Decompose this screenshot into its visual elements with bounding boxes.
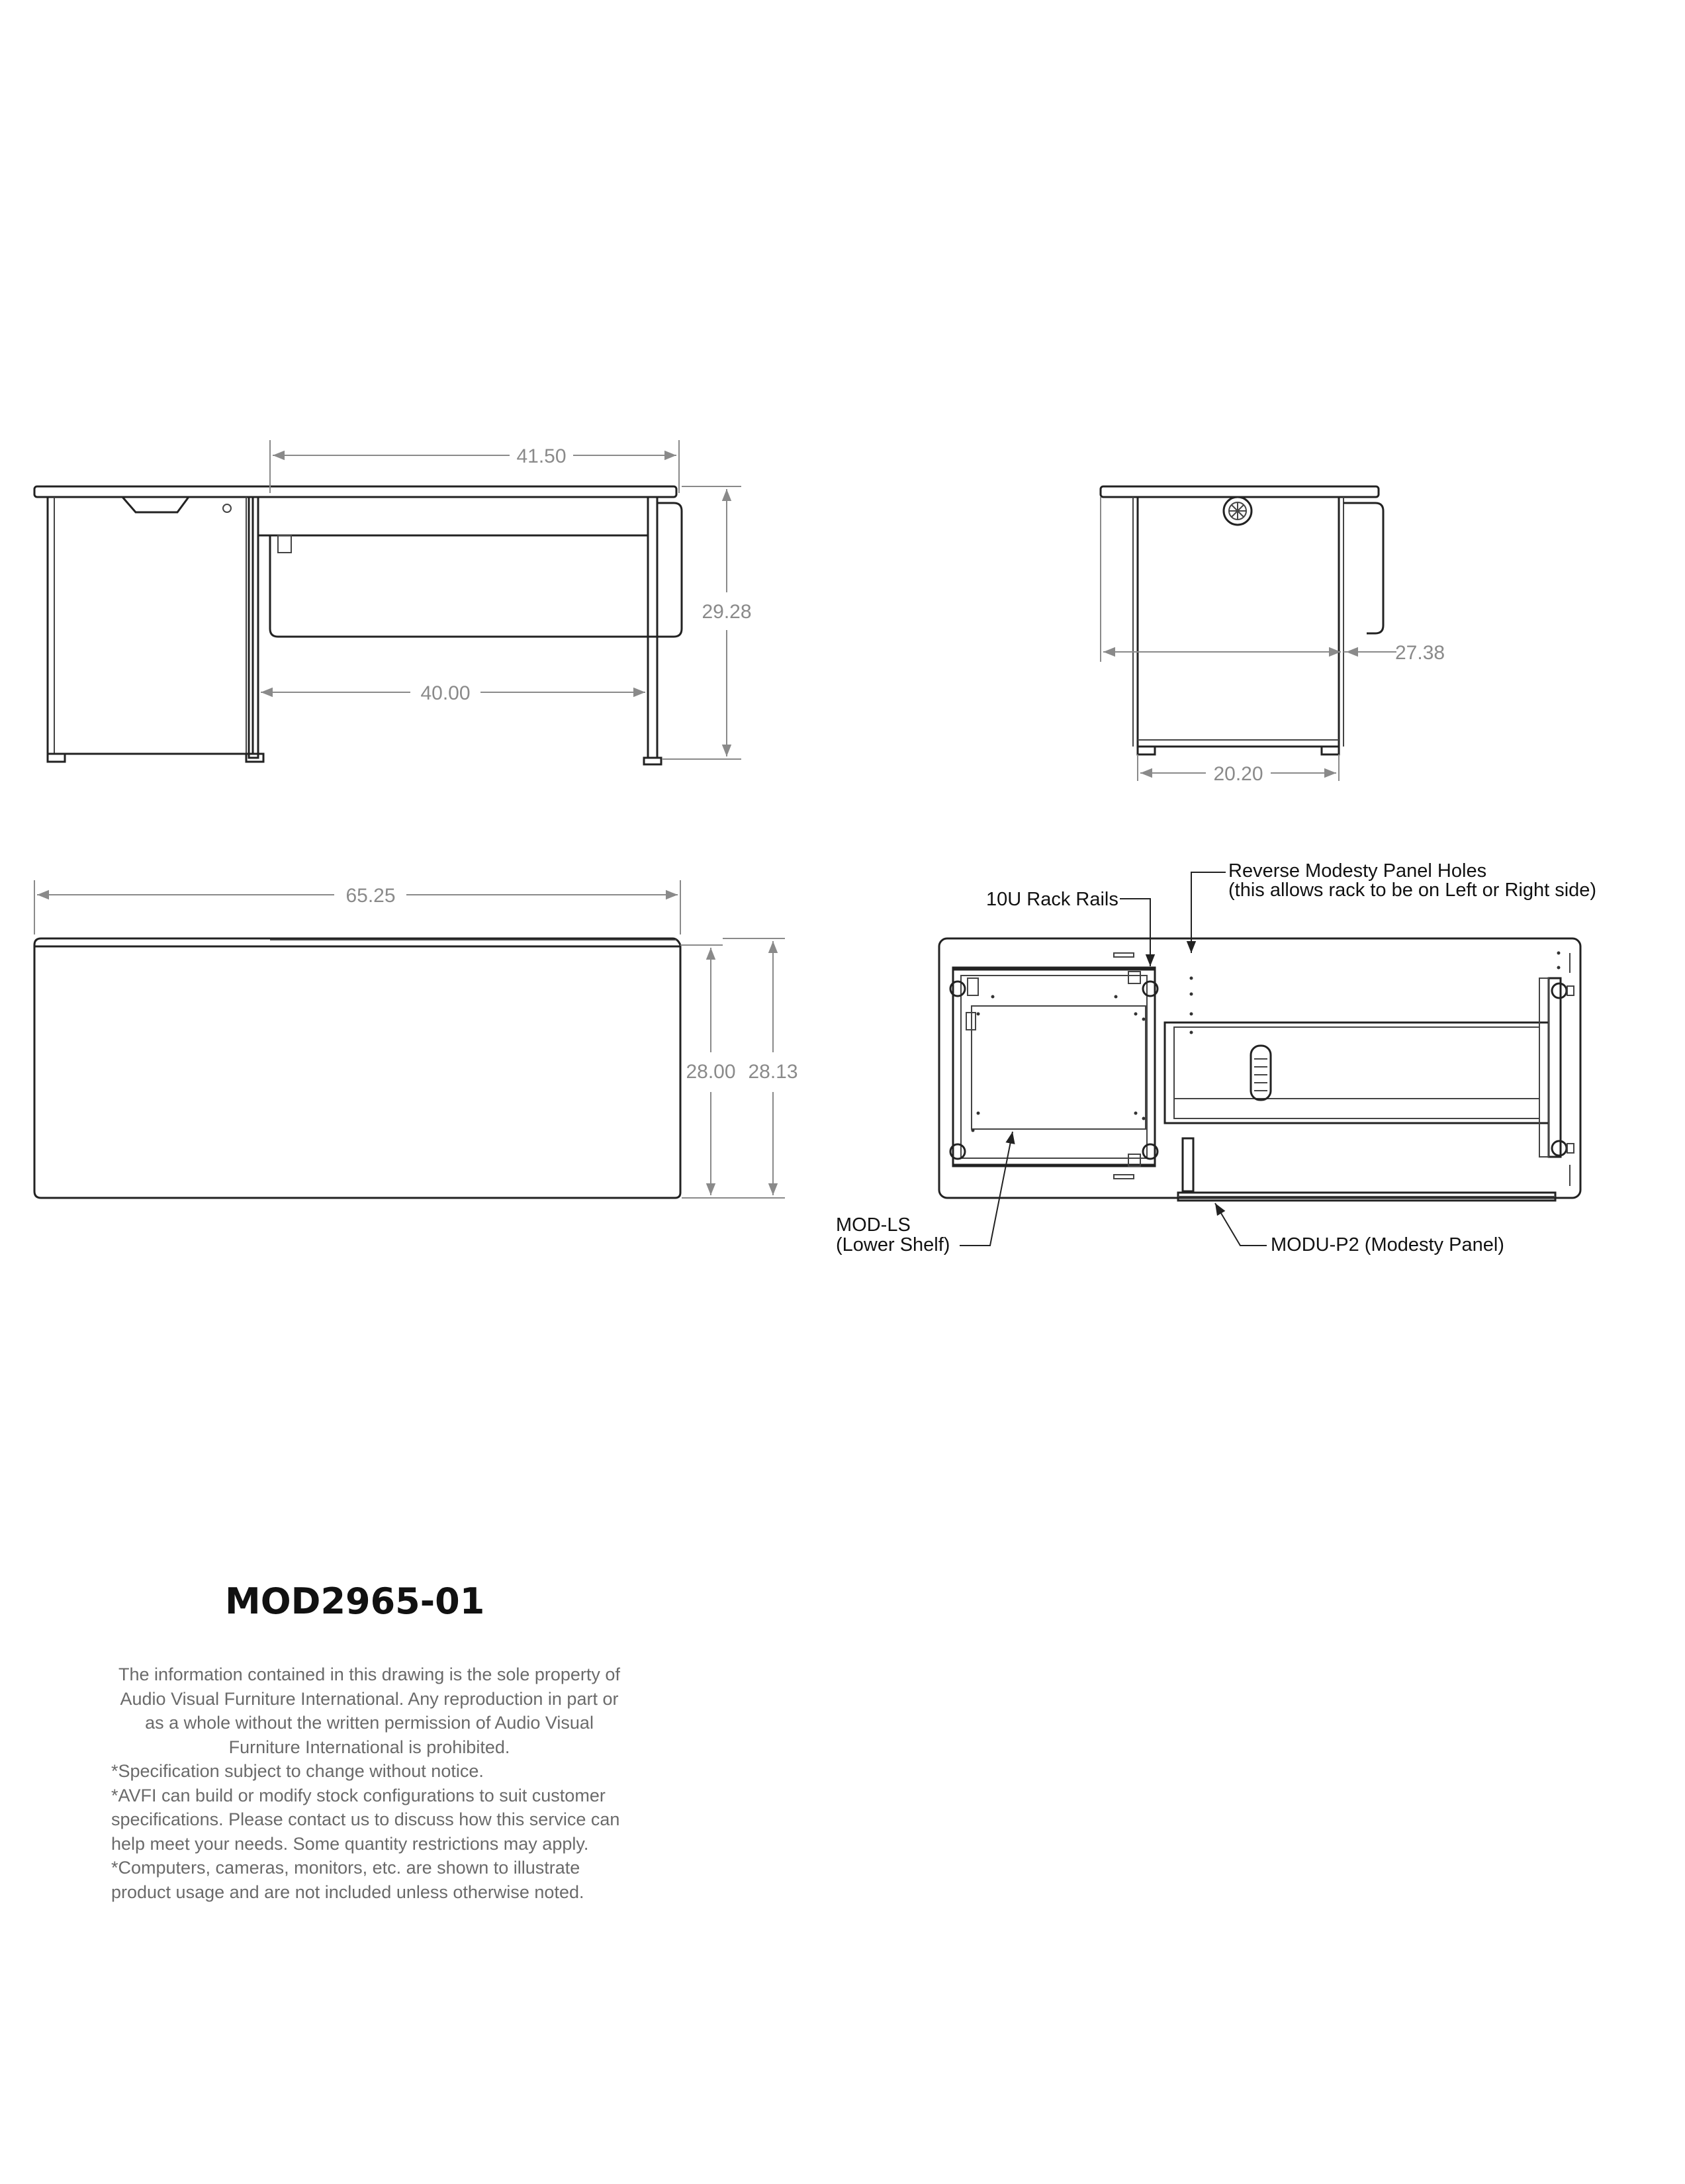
callout-modesty-panel [1215, 1203, 1267, 1246]
disclaimer-line: as a whole without the written permission of Audio Visual [145, 1713, 594, 1733]
callout-rack-rails-text: 10U Rack Rails [986, 889, 1118, 910]
dim-top-depth-inner: 28.00 [686, 1061, 736, 1083]
rack-caster-icon [950, 972, 1158, 1166]
disclaimer-line: The information contained in this drawing is the sole property of [118, 1664, 620, 1684]
note-line: *Specification subject to change without notice. [111, 1761, 484, 1781]
dim-leg-span: 40.00 [420, 682, 471, 704]
dim-side-height: 27.38 [1395, 642, 1445, 664]
callout-lower-shelf-text-2: (Lower Shelf) [836, 1234, 950, 1255]
callout-modesty-holes [1191, 872, 1226, 953]
leg-caster-icon [1552, 983, 1574, 1156]
dim-top-width: 65.25 [345, 885, 396, 907]
dim-side-base: 20.20 [1213, 763, 1263, 785]
disclaimer-line: Furniture International is prohibited. [228, 1737, 510, 1757]
front-dimension-height [662, 486, 741, 759]
dim-top-depth-outer: 28.13 [748, 1061, 798, 1083]
note-line: *Computers, cameras, monitors, etc. are shown to illustrate [111, 1858, 580, 1878]
callout-rack-rails [1120, 899, 1150, 966]
side-dimension-height [1101, 497, 1396, 662]
dim-front-width: 41.50 [516, 445, 567, 467]
dim-front-height: 29.28 [702, 601, 752, 623]
note-line: specifications. Please contact us to discuss how this service can [111, 1809, 620, 1829]
callout-modesty-holes-text-1: Reverse Modesty Panel Holes [1228, 860, 1487, 882]
grommet-icon [1224, 497, 1252, 525]
callout-modesty-holes-text-2: (this allows rack to be on Left or Right side) [1228, 880, 1597, 901]
model-number: MOD2965-01 [225, 1580, 485, 1622]
callout-modesty-panel-text: MODU-P2 (Modesty Panel) [1271, 1234, 1504, 1255]
top-view [34, 938, 680, 1198]
disclaimer [111, 1662, 641, 1904]
callout-lower-shelf [960, 1132, 1013, 1246]
note-line: product usage and are not included unless otherwise noted. [111, 1882, 584, 1902]
front-view [34, 486, 682, 764]
front-dimension-width [270, 440, 679, 493]
note-line: *AVFI can build or modify stock configurations to suit customer [111, 1785, 606, 1805]
callout-lower-shelf-text-1: MOD-LS [836, 1214, 911, 1236]
plan-view [939, 938, 1580, 1201]
side-view [1101, 486, 1383, 754]
disclaimer-line: Audio Visual Furniture International. Any reproduction in part or [120, 1688, 619, 1709]
note-line: help meet your needs. Some quantity restrictions may apply. [111, 1833, 589, 1854]
